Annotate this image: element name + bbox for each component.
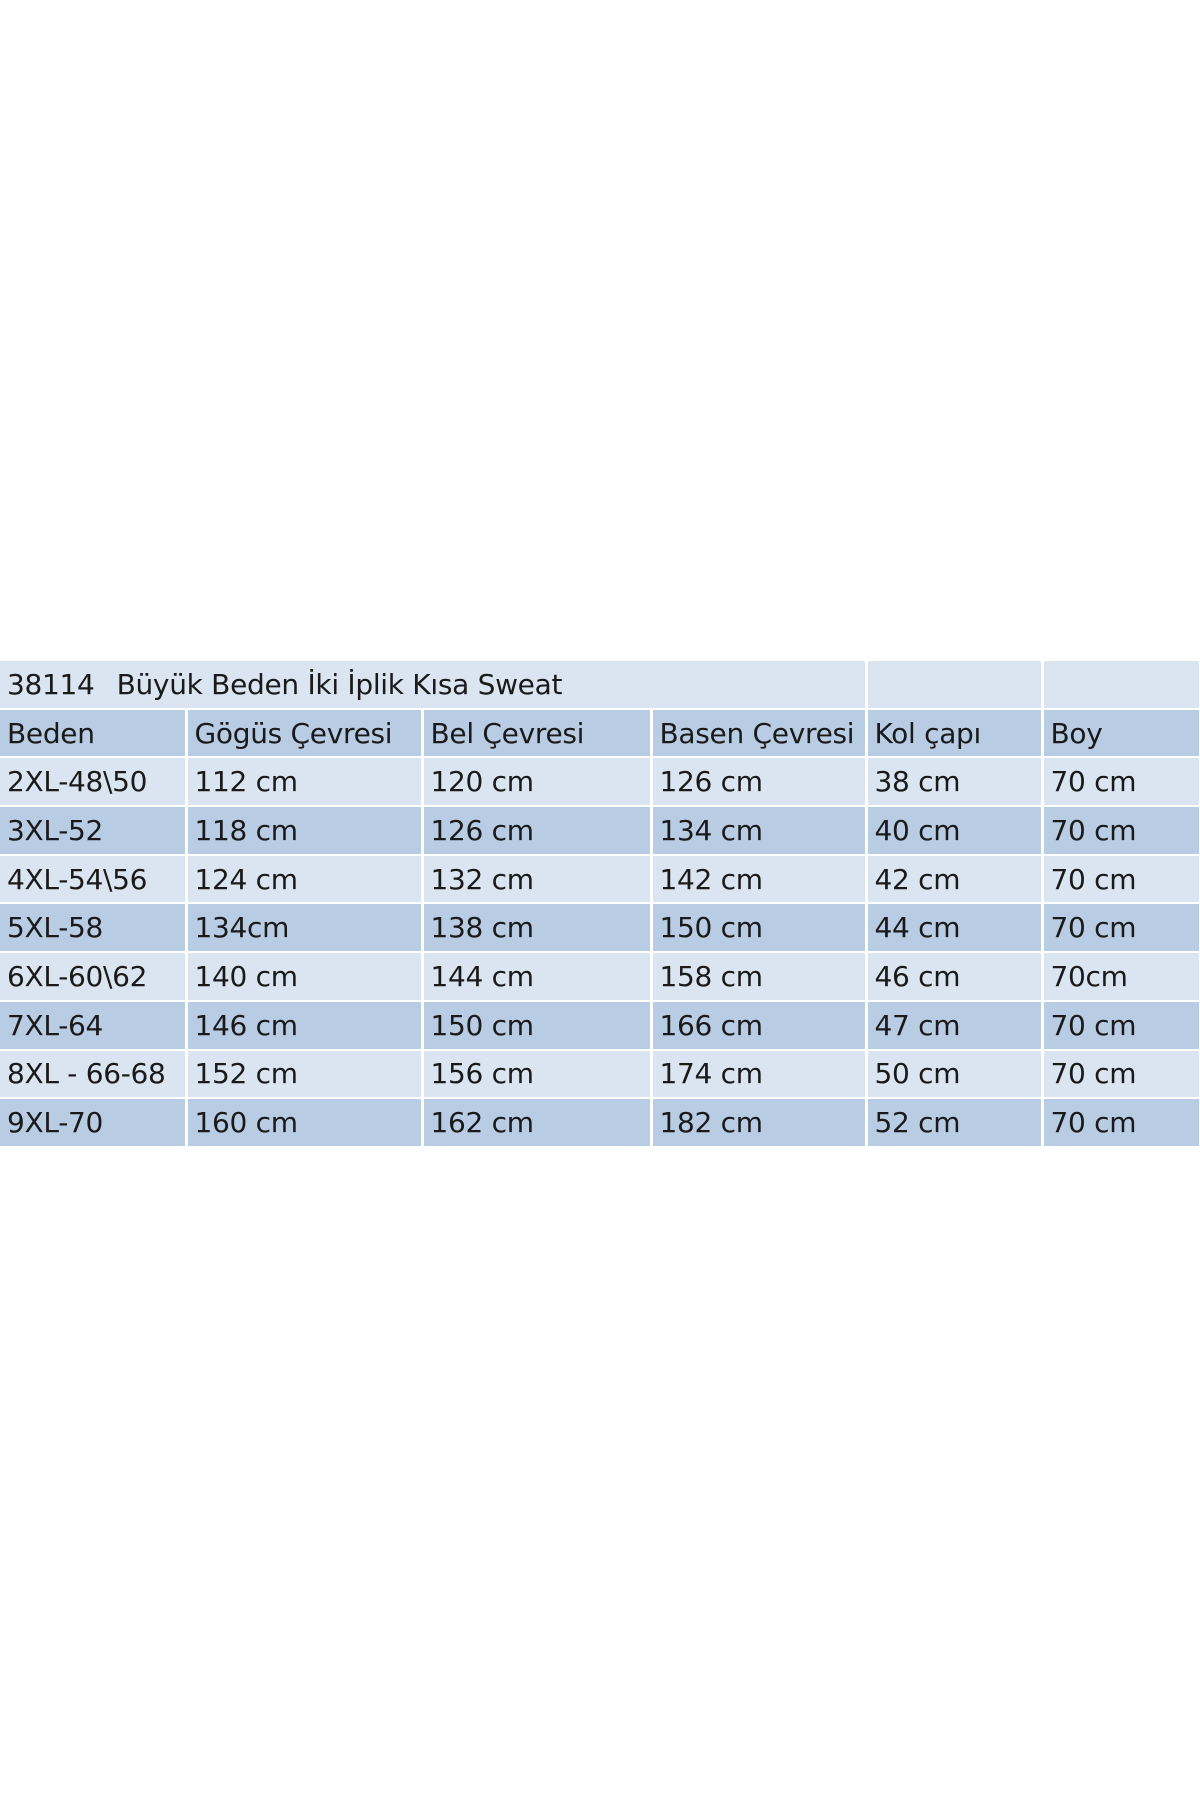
table-row xyxy=(0,855,1199,904)
table-cell: 46 cm xyxy=(866,952,1042,1001)
table-cell: 120 cm xyxy=(422,757,651,806)
table-cell: 70 cm xyxy=(1042,855,1199,904)
table-cell: 158 cm xyxy=(651,952,866,1001)
table-cell: 138 cm xyxy=(422,903,651,952)
header-cell: Gögüs Çevresi xyxy=(186,709,422,758)
table-cell: 156 cm xyxy=(422,1050,651,1099)
table-cell: 144 cm xyxy=(422,952,651,1001)
table-row xyxy=(0,1098,1199,1147)
header-cell: Kol çapı xyxy=(866,709,1042,758)
table-row xyxy=(0,952,1199,1001)
table-cell: 70cm xyxy=(1042,952,1199,1001)
table-cell: 124 cm xyxy=(186,855,422,904)
header-row xyxy=(0,709,1199,758)
table-row xyxy=(0,757,1199,806)
table-cell: 134cm xyxy=(186,903,422,952)
size-cell: 6XL-60\62 xyxy=(0,952,186,1001)
table-row xyxy=(0,903,1199,952)
table-cell: 70 cm xyxy=(1042,1050,1199,1099)
table-cell: 112 cm xyxy=(186,757,422,806)
table-cell: 160 cm xyxy=(186,1098,422,1147)
header-cell: Bel Çevresi xyxy=(422,709,651,758)
size-cell: 2XL-48\50 xyxy=(0,757,186,806)
product-name: Büyük Beden İki İplik Kısa Sweat xyxy=(116,667,563,701)
table-cell: 174 cm xyxy=(651,1050,866,1099)
table-cell: 50 cm xyxy=(866,1050,1042,1099)
table-cell: 70 cm xyxy=(1042,903,1199,952)
table-cell: 146 cm xyxy=(186,1001,422,1050)
table-cell: 150 cm xyxy=(651,903,866,952)
table-cell: 126 cm xyxy=(651,757,866,806)
header-cell: Boy xyxy=(1042,709,1199,758)
header-cell: Beden xyxy=(0,709,186,758)
table-row xyxy=(0,1001,1199,1050)
table-cell: 118 cm xyxy=(186,806,422,855)
empty-cell xyxy=(866,661,1042,709)
size-cell: 3XL-52 xyxy=(0,806,186,855)
table-title-row xyxy=(0,661,1199,709)
size-cell: 4XL-54\56 xyxy=(0,855,186,904)
table-cell: 44 cm xyxy=(866,903,1042,952)
table-row xyxy=(0,1050,1199,1099)
table-cell: 42 cm xyxy=(866,855,1042,904)
table-cell: 150 cm xyxy=(422,1001,651,1050)
table-cell: 182 cm xyxy=(651,1098,866,1147)
table-cell: 142 cm xyxy=(651,855,866,904)
size-cell: 5XL-58 xyxy=(0,903,186,952)
size-cell: 7XL-64 xyxy=(0,1001,186,1050)
table-cell: 132 cm xyxy=(422,855,651,904)
table-cell: 40 cm xyxy=(866,806,1042,855)
table-cell: 70 cm xyxy=(1042,806,1199,855)
size-chart-table xyxy=(0,661,1199,1148)
table-cell: 152 cm xyxy=(186,1050,422,1099)
table-cell: 162 cm xyxy=(422,1098,651,1147)
empty-cell xyxy=(1042,661,1199,709)
header-cell: Basen Çevresi xyxy=(651,709,866,758)
table-cell: 70 cm xyxy=(1042,1098,1199,1147)
table-cell: 38 cm xyxy=(866,757,1042,806)
table-cell: 70 cm xyxy=(1042,1001,1199,1050)
table-cell: 126 cm xyxy=(422,806,651,855)
product-code: 38114 xyxy=(7,667,95,701)
table-cell: 70 cm xyxy=(1042,757,1199,806)
table-cell: 47 cm xyxy=(866,1001,1042,1050)
size-cell: 8XL - 66-68 xyxy=(0,1050,186,1099)
table-cell: 52 cm xyxy=(866,1098,1042,1147)
table-cell: 134 cm xyxy=(651,806,866,855)
table-title xyxy=(0,661,866,709)
size-cell: 9XL-70 xyxy=(0,1098,186,1147)
table-cell: 166 cm xyxy=(651,1001,866,1050)
table-cell: 140 cm xyxy=(186,952,422,1001)
table-row xyxy=(0,806,1199,855)
